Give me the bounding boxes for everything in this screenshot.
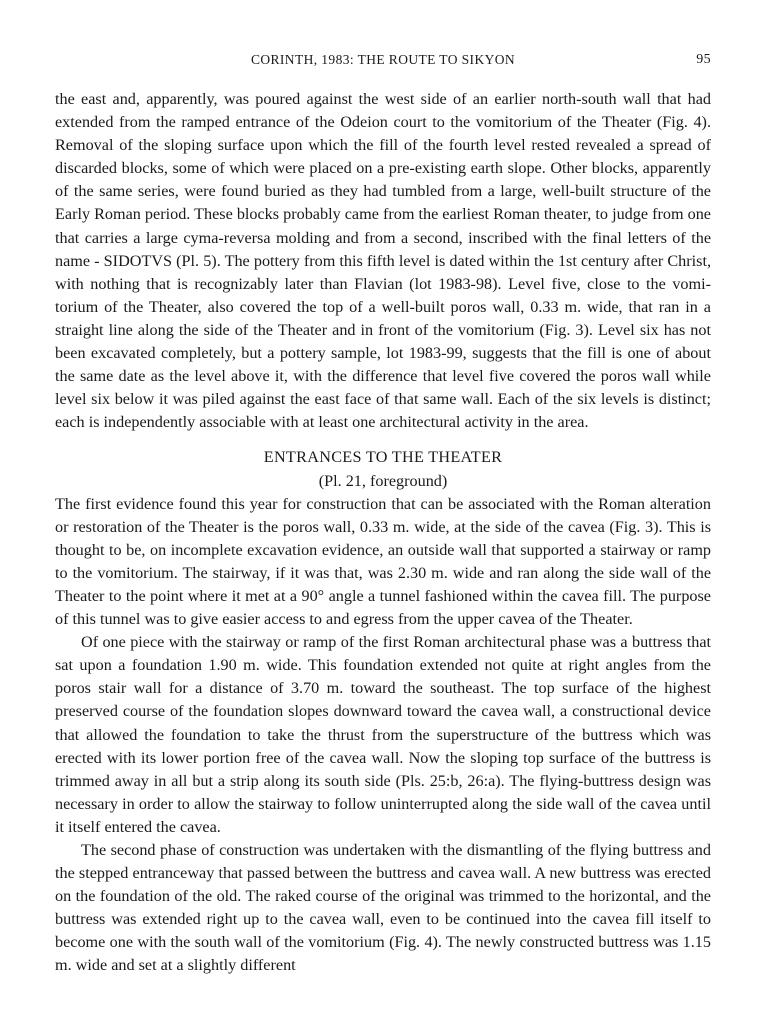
- section-subheading: (Pl. 21, foreground): [318, 471, 448, 490]
- paragraph: Of one piece with the stairway or ramp of the first Roman architectural phase was a buttress that sat upon a foundation 1.90 m. wide. This foundation extended not quite at right angles from the poros stair wall for a distance of 3.70 m. toward the southeast. The top surface of the highest preserved course of the foundation slopes downward toward the cavea wall, a constructional device that allowed the foundation to take the thrust from the superstructure of the buttress which was erected with its lower portion free of the cavea wall. Now the sloping top surface of the buttress is trimmed away in all but a strip along its south side (Pls. 25:b, 26:a). The flying-buttress design was necessary in order to allow the stairway to follow uninterrupted along the side wall of the cavea until it itself entered the cavea.: [55, 633, 711, 836]
- running-head: [55, 52, 711, 72]
- paragraph: The second phase of construction was undertaken with the dismantling of the flying buttress and the stepped entranceway that passed between the buttress and cavea wall. A new buttress was erected on the foundation of the old. The raked course of the original was trimmed to the horizontal, and the buttress was extended right up to the cavea wall, even to be continued into the cavea fill itself to become one with the south wall of the vomitorium (Fig. 4). The newly constructed buttress was 1.15 m. wide and set at a slightly different: [55, 841, 711, 975]
- running-head-title: CORINTH, 1983: THE ROUTE TO SIKYON: [250, 52, 516, 67]
- section-heading: ENTRANCES TO THE THEATER: [263, 448, 503, 467]
- paragraph: The first evidence found this year for construction that can be associated with the Roman alteration or restoration of the Theater is the poros wall, 0.33 m. wide, at the side of the cavea (Fig. 3). This is thought to be, on incomplete excavation evidence, an outside wall that supported a stairway or ramp to the vomitorium. The stairway, if it was that, was 2.30 m. wide and ran along the side wall of the Theater to the point where it met at a 90° angle a tunnel fashioned within the cavea fill. The purpose of this tunnel was to give easier access to and egress from the upper cavea of the Theater.: [55, 494, 711, 629]
- body-text: [55, 88, 711, 978]
- page-number: 95: [696, 52, 711, 67]
- paragraph: the east and, apparently, was poured against the west side of an earlier north-south wall that had extended from the ramped entrance of the Odeion court to the vomitorium of the Theater (Fig. 4). Removal of the sloping surface upon which the fill of the fourth level rested revealed a spread of discarded blocks, some of which were placed on a pre-existing earth slope. Other blocks, apparently of the same series, were found buried as they had tumbled from a large, well-built structure of the Early Roman period. These blocks probably came from the earliest Roman theater, to judge from one that carries a large cyma-reversa molding and from a second, inscribed with the final letters of the name - SIDOTVS (Pl. 5). The pottery from this fifth level is dated within the 1st century after Christ, with nothing that is recognizably later than Flavian (lot 1983-98). Level five, close to the vomitorium of the Theater, also covered the top of a well-built poros wall, 0.33 m. wide, that ran in a straight line along the side of the Theater and in front of the vomitorium (Fig. 3). Level six has not been excavated completely, but a pottery sample, lot 1983-99, suggests that the fill is one of about the same date as the level above it, with the difference that level five covered the poros wall while level six below it was piled against the east face of that same wall. Each of the six levels is distinct; each is independently associable with at least one architectural activity in the area.: [55, 90, 711, 432]
